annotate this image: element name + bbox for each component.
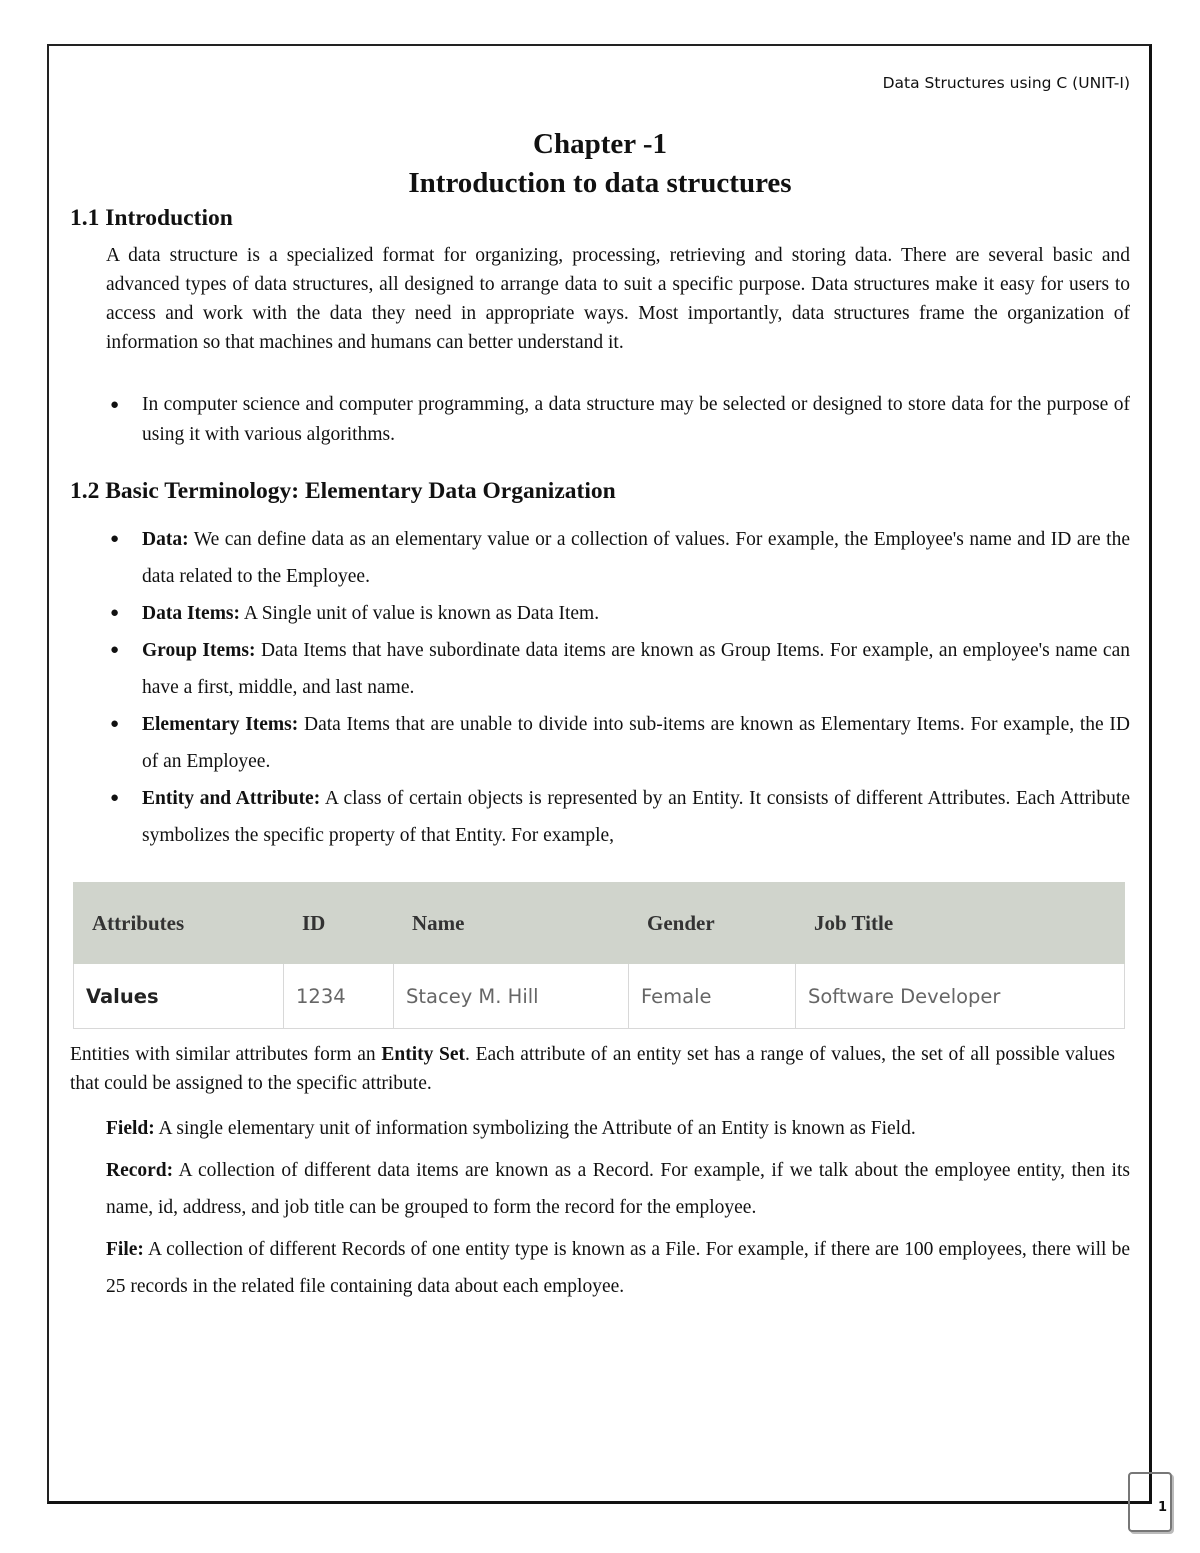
entity-set-paragraph: Entities with similar attributes form an Entity Set. Each attribute of an entity set has a range of values, the set of all possible values that could be assigned to the specific attribute. (70, 1044, 1115, 1094)
term-label: File: (106, 1239, 144, 1260)
list-item (106, 706, 1130, 780)
bullet-icon: ● (110, 397, 120, 413)
definition-record (106, 1152, 1130, 1226)
table-row (74, 964, 1125, 1029)
column-header: Gender (629, 883, 796, 964)
bullet-icon: ● (110, 790, 120, 806)
term-label: Group Items: (142, 640, 256, 661)
term-label: Elementary Items: (142, 714, 299, 735)
bullet-icon: ● (110, 716, 120, 732)
term-label: Data: (142, 529, 189, 550)
column-header: ID (284, 883, 394, 964)
table-cell: 1234 (284, 964, 394, 1029)
column-header: Job Title (796, 883, 1125, 964)
chapter-title: Introduction to data structures (408, 167, 792, 199)
page-number: 1 (1158, 1500, 1168, 1515)
column-header: Name (394, 883, 629, 964)
chapter-number: Chapter -1 (533, 128, 667, 160)
list-item (106, 595, 1130, 632)
term-definition: A Single unit of value is known as Data Item. (240, 603, 600, 624)
term-definition: We can define data as an elementary value or a collection of values. For example, the Employee's name and ID are the data related to the Employee. (142, 529, 1130, 587)
term-definition: Data Items that are unable to divide into sub-items are known as Elementary Items. For example, the ID of an Employee. (142, 714, 1130, 772)
table-cell: Stacey M. Hill (394, 964, 629, 1029)
bullet-icon: ● (110, 642, 120, 658)
section-heading-terminology: 1.2 Basic Terminology: Elementary Data Organization (70, 478, 616, 504)
introduction-paragraph: A data structure is a specialized format for organizing, processing, retrieving and storing data. There are several basic and advanced types of data structures, all designed to arrange data to suit a specific purpose. Data structures make it easy for users to access and work with the data they need in appropriate ways. Most importantly, data structures frame the organization of information so that machines and humans can better understand it. (106, 245, 1130, 353)
list-item-text: In computer science and computer programming, a data structure may be selected or designed to store data for the purpose of using it with various algorithms. (142, 394, 1130, 445)
list-item (106, 521, 1130, 595)
term-definition: A single elementary unit of information symbolizing the Attribute of an Entity is known as Field. (154, 1118, 916, 1139)
term-label: Data Items: (142, 603, 241, 624)
row-label: Values (74, 964, 284, 1029)
list-item (106, 632, 1130, 706)
column-header: Attributes (74, 883, 284, 964)
bullet-icon: ● (110, 531, 120, 547)
entity-set-term: Entity Set (381, 1044, 466, 1065)
term-definition: Data Items that have subordinate data items are known as Group Items. For example, an employee's name can have a first, middle, and last name. (142, 640, 1130, 698)
bullet-icon: ● (110, 605, 120, 621)
table-cell: Female (629, 964, 796, 1029)
table-cell: Software Developer (796, 964, 1125, 1029)
list-item (106, 780, 1130, 854)
definition-field (106, 1110, 1130, 1147)
list-item (106, 390, 1130, 450)
term-label: Entity and Attribute: (142, 788, 321, 809)
table-header-row (74, 883, 1125, 964)
section-heading-introduction: 1.1 Introduction (70, 205, 233, 231)
term-definition: A collection of different Records of one entity type is known as a File. For example, if there are 100 employees, there will be 25 records in the related file containing data about each employee. (106, 1239, 1130, 1297)
term-label: Field: (106, 1118, 155, 1139)
running-header: Data Structures using C (UNIT-I) (882, 74, 1130, 92)
term-label: Record: (106, 1160, 174, 1181)
term-definition: A collection of different data items are known as a Record. For example, if we talk about the employee entity, then its name, id, address, and job title can be grouped to form the record for the employee. (106, 1160, 1130, 1218)
entity-attribute-table (73, 882, 1125, 1029)
definition-file (106, 1231, 1130, 1305)
term-definition: A class of certain objects is represented by an Entity. It consists of different Attributes. Each Attribute symbolizes the specific property of that Entity. For example, (142, 788, 1130, 846)
